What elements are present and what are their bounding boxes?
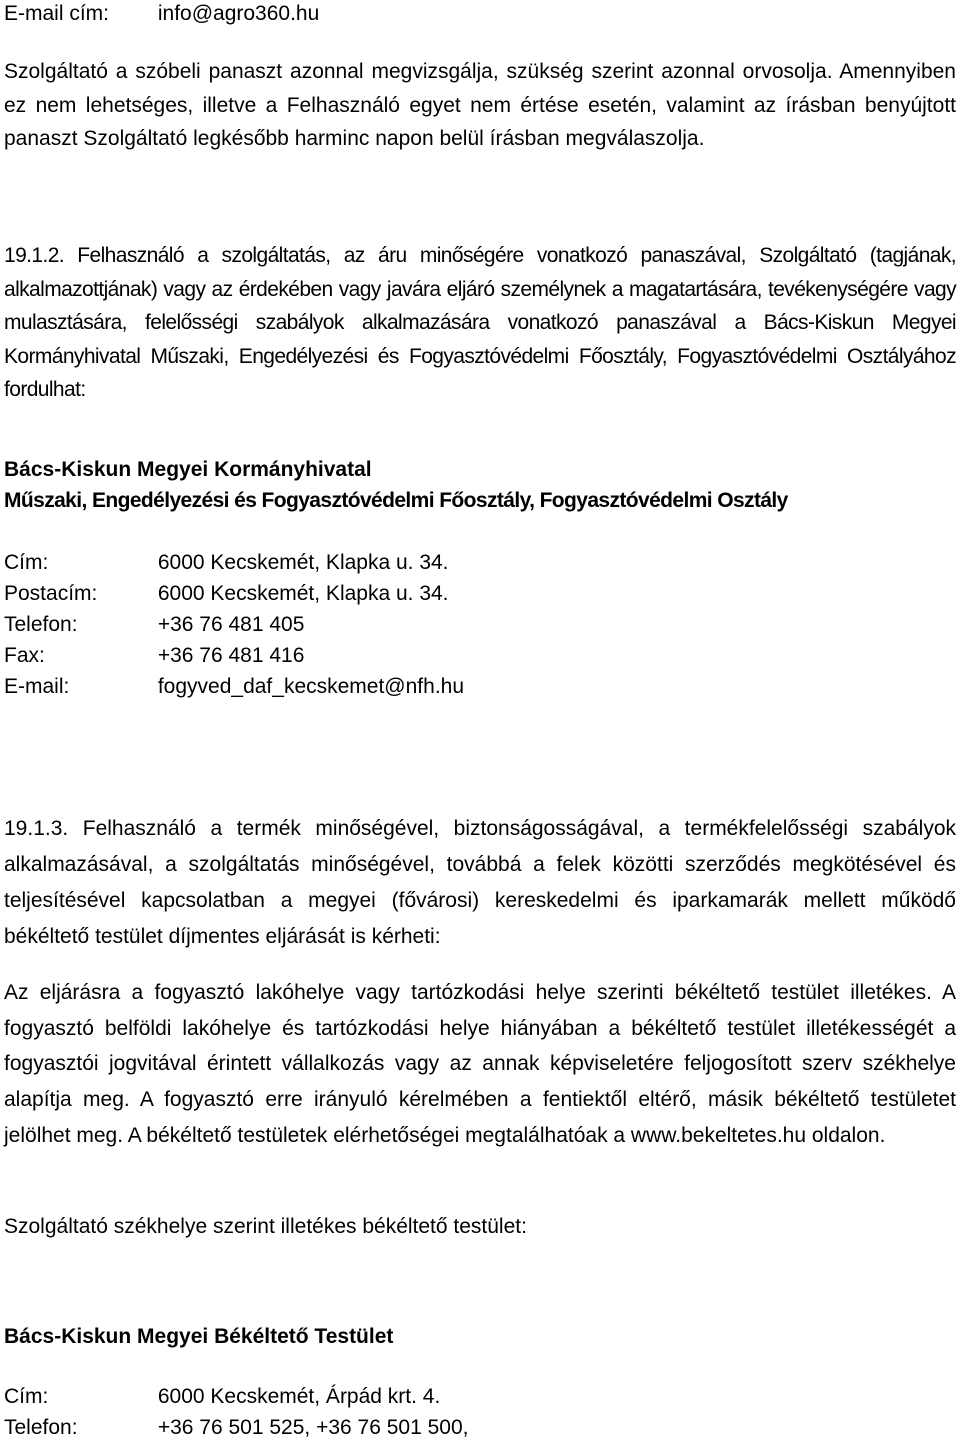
contact-value: fogyved_daf_kecskemet@nfh.hu: [157, 675, 465, 698]
authority-contact-row: [4, 547, 956, 578]
contact-label: Postacím:: [4, 582, 98, 605]
contact-label: Cím:: [4, 551, 49, 574]
authority-contact-row: [4, 671, 956, 702]
contact-label: Telefon:: [4, 1416, 78, 1439]
contact-value: +36 76 481 405: [157, 613, 305, 636]
contact-label: Telefon:: [4, 613, 78, 636]
contact-label: Fax:: [4, 644, 45, 667]
board-contact-list: [4, 1381, 956, 1443]
complaint-paragraph: Szolgáltató a szóbeli panaszt azonnal megvizsgálja, szükség szerint azonnal orvosolja. Amennyiben ez nem lehetséges, illetve a Felhasználó egyet nem értése esetén, valamint az írásban benyújtott panaszt Szolgáltató legkésőbb harminc napon belül írásban megválaszolja.: [4, 60, 956, 150]
authority-name-line1: Bács-Kiskun Megyei Kormányhivatal: [4, 458, 372, 481]
authority-contact-row: [4, 578, 956, 609]
board-name: Bács-Kiskun Megyei Békéltető Testület: [4, 1325, 394, 1348]
contact-value: 6000 Kecskemét, Klapka u. 34.: [157, 551, 449, 574]
contact-value: 6000 Kecskemét, Árpád krt. 4.: [157, 1385, 441, 1408]
authority-contact-row: [4, 640, 956, 671]
top-email-label: E-mail cím:: [4, 2, 109, 25]
top-email-value: info@agro360.hu: [157, 2, 320, 25]
contact-label: E-mail:: [4, 675, 70, 698]
section-19-1-3-paragraph: 19.1.3. Felhasználó a termék minőségével, biztonságosságával, a termékfelelősségi szabályok alkalmazásával, a szolgáltatás minőségével, továbbá a felek közötti szerződés megkötésével és teljesítésével kapcsolatban a megyei (fővárosi) kereskedelmi és iparkamarák mellett működő békéltető testület díjmentes eljárását is kérheti:: [4, 817, 956, 948]
contact-value: +36 76 501 525, +36 76 501 500,: [157, 1416, 469, 1439]
contact-label: Cím:: [4, 1385, 49, 1408]
authority-name-line2: Műszaki, Engedélyezési és Fogyasztóvédelmi Főosztály, Fogyasztóvédelmi Osztály: [4, 489, 788, 512]
procedure-paragraph: Az eljárásra a fogyasztó lakóhelye vagy tartózkodási helye szerinti békéltető testület illetékes. A fogyasztó belföldi lakóhelye és tartózkodási helye hiányában a békéltető testület illetékességét a fogyasztói jogvitával érintett vállalkozás vagy az annak képviseletére feljogosított szerv székhelye alapítja meg. A fogyasztó erre irányuló kérelmében a fentiektől eltérő, másik békéltető testületet jelölhet meg. A békéltető testületek elérhetőségei megtalálhatóak a www.bekeltetes.hu oldalon.: [4, 981, 956, 1147]
board-contact-row: [4, 1412, 956, 1443]
top-email-line: [4, 0, 956, 29]
contact-value: 6000 Kecskemét, Klapka u. 34.: [157, 582, 449, 605]
authority-contact-list: [4, 547, 956, 702]
competent-body-intro: Szolgáltató székhelye szerint illetékes békéltető testület:: [4, 1215, 527, 1238]
authority-contact-row: [4, 609, 956, 640]
board-contact-row: [4, 1381, 956, 1412]
contact-value: +36 76 481 416: [157, 644, 305, 667]
section-19-1-2-paragraph: 19.1.2. Felhasználó a szolgáltatás, az áru minőségére vonatkozó panaszával, Szolgáltató (tagjának, alkalmazottjának) vagy az érdekében vagy javára eljáró személynek a magatartására, tevékenységére vagy mulasztására, felelősségi szabályok alkalmazására vonatkozó panaszával a Bács-Kiskun Megyei Kormányhivatal Műszaki, Engedélyezési és Fogyasztóvédelmi Főosztály, Fogyasztóvédelmi Osztályához fordulhat:: [4, 244, 956, 401]
